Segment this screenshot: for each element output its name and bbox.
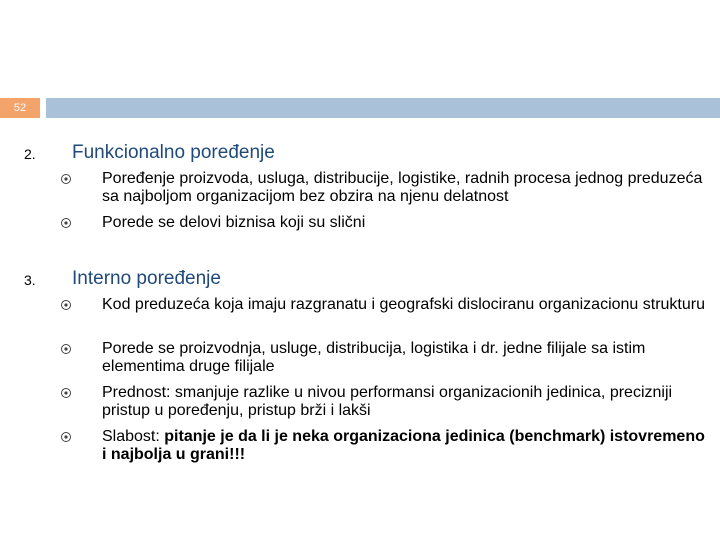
section-number: 3. xyxy=(24,272,36,288)
bullet-text: Porede se delovi biznisa koji su slični xyxy=(102,214,366,231)
bullet-text: Porede se proizvodnja, usluge, distribucija, logistika i dr. jedne filijale sa istim elementima druge filijale xyxy=(102,340,646,375)
bullet-prefix: Slabost: xyxy=(102,428,165,445)
section-title: Interno poređenje xyxy=(72,268,221,289)
section-number: 2. xyxy=(24,146,36,162)
sun-bullet-icon xyxy=(60,173,72,185)
bullet-text xyxy=(102,428,710,464)
sun-bullet-icon xyxy=(60,431,72,443)
bullet-text: Prednost: smanjuje razlike u nivou performansi organizacionih jedinica, precizniji pristup u poređenju, pristup brži i lakši xyxy=(102,384,673,419)
sun-bullet-icon xyxy=(60,217,72,229)
header-bar xyxy=(46,98,720,118)
section-title: Funkcionalno poređenje xyxy=(72,142,275,163)
bullet-text: Poređenje proizvoda, usluga, distribucije, logistike, radnih procesa jednog preduzeća sa najboljom organizacijom bez obzira na njenu delatnost xyxy=(102,170,703,205)
slide-number: 52 xyxy=(0,98,40,118)
sun-bullet-icon xyxy=(60,343,72,355)
bullet-emphasis: pitanje je da li je neka organizaciona jedinica (benchmark) istovremeno i najbolja u grani!!! xyxy=(102,428,705,463)
sun-bullet-icon xyxy=(60,387,72,399)
sun-bullet-icon xyxy=(60,299,72,311)
bullet-text: Kod preduzeća koja imaju razgranatu i geografski dislociranu organizacionu strukturu xyxy=(102,296,705,313)
